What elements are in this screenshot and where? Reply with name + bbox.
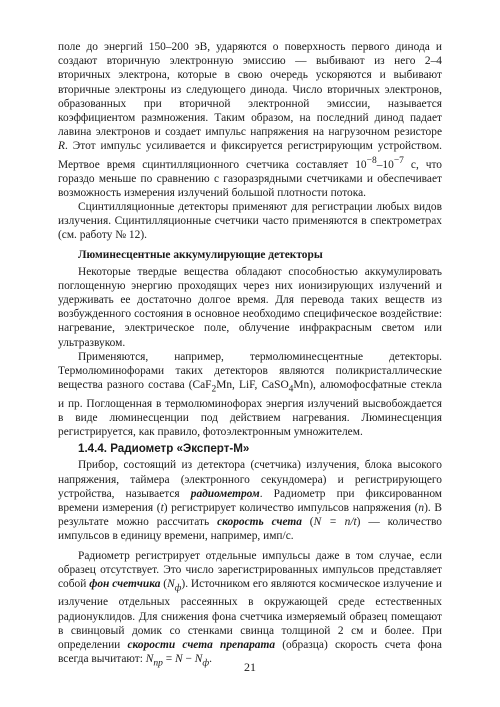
section-heading-radiometer: 1.4.4. Радиометр «Эксперт-М» [78, 442, 250, 456]
paragraph-radiometer-definition: Прибор, состоящий из детектора (счетчика) излучения, блока высокого напряжения, таймера (электронного секундомера) и регистрирующего устройства, называется радиометром. Радиометр при фиксированном времени измерения (t) регистрирует количество импульсов напряжения (n). В результате можно рассчитать скорость счета (N = n/t) — количество импульсов в единицу времени, например, имп/с. [58, 459, 443, 543]
paragraph-thermoluminescent: Применяются, например, термолюминесцентные детекторы. Термолюминофорами таких детекторов являются поликристаллические вещества разного состава (CaF$_2$Mn, LiF, CaSO$_4$Mn), алюмофосфатные стекла и пр. Поглощенная в термолюминофорах энергия излучений высвобождается в виде люминесценции под действием нагревания. Люминесценция регистрируется, как правило, фотоэлектронным умножителем. [58, 350, 442, 439]
page-body [58, 40, 442, 671]
paragraph-background-count: Радиометр регистрирует отдельные импульсы даже в том случае, если образец отсутствует. Это число зарегистрированных импульсов представляет собой фон счетчика $(N_ф)$. Источником его являются космическое излучение и излучение отдельных рассеянных в окружающей среде естественных радионуклидов. Для снижения фона счетчика измеряемый образец помещают в свинцовый домик со стенками свинца толщиной 2 см и более. При определении скорости счета препарата (образца) скорость счета фона всегда вычитают: $N_{пр} = N - N_ф$. [58, 549, 442, 669]
page-number: 21 [244, 660, 256, 674]
paragraph-scintillation-dynode: поле до энергий 150–200 эВ, ударяются о поверхность первого динода и создают вторичную электронную эмиссию — выбивают из него 2–4 вторичных электрона, которые в свою очередь ускоряются и выбивают вторичные электроны из следующего динода. Число вторичных электронов, образованных при вторичной электронной эмиссии, называется коэффициентом размножения. Таким образом, на последний динод падает лавина электронов и создает импульс напряжения на нагрузочном резисторе R. Этот импульс усиливается и фиксируется регистрирующим устройством. Мертвое время сцинтилляционного счетчика составляет $10^{-8}-10^{-7}$ с, что гораздо меньше по сравнению с газоразрядными счетчиками и обеспечивает возможность измерения излучений большой плотности потока. [58, 41, 442, 199]
paragraph-scintillation-usage: Сцинтилляционные детекторы применяют для регистрации любых видов излучения. Сцинтилляционные счетчики часто применяются в спектрометрах (см. работу № 12). [58, 201, 442, 242]
paragraph-luminescent-intro: Некоторые твердые вещества обладают способностью аккумулировать поглощенную энергию проходящих через них ионизирующих излучений и удерживать ее достаточно долгое время. Для перевода таких веществ из возбужденного состояния в основное необходимо специфическое воздействие: нагревание, электрическое поле, облучение инфракрасным светом или ультразвуком. [58, 265, 442, 349]
section-heading-luminescent: Люминесцентные аккумулирующие детекторы [78, 248, 323, 261]
